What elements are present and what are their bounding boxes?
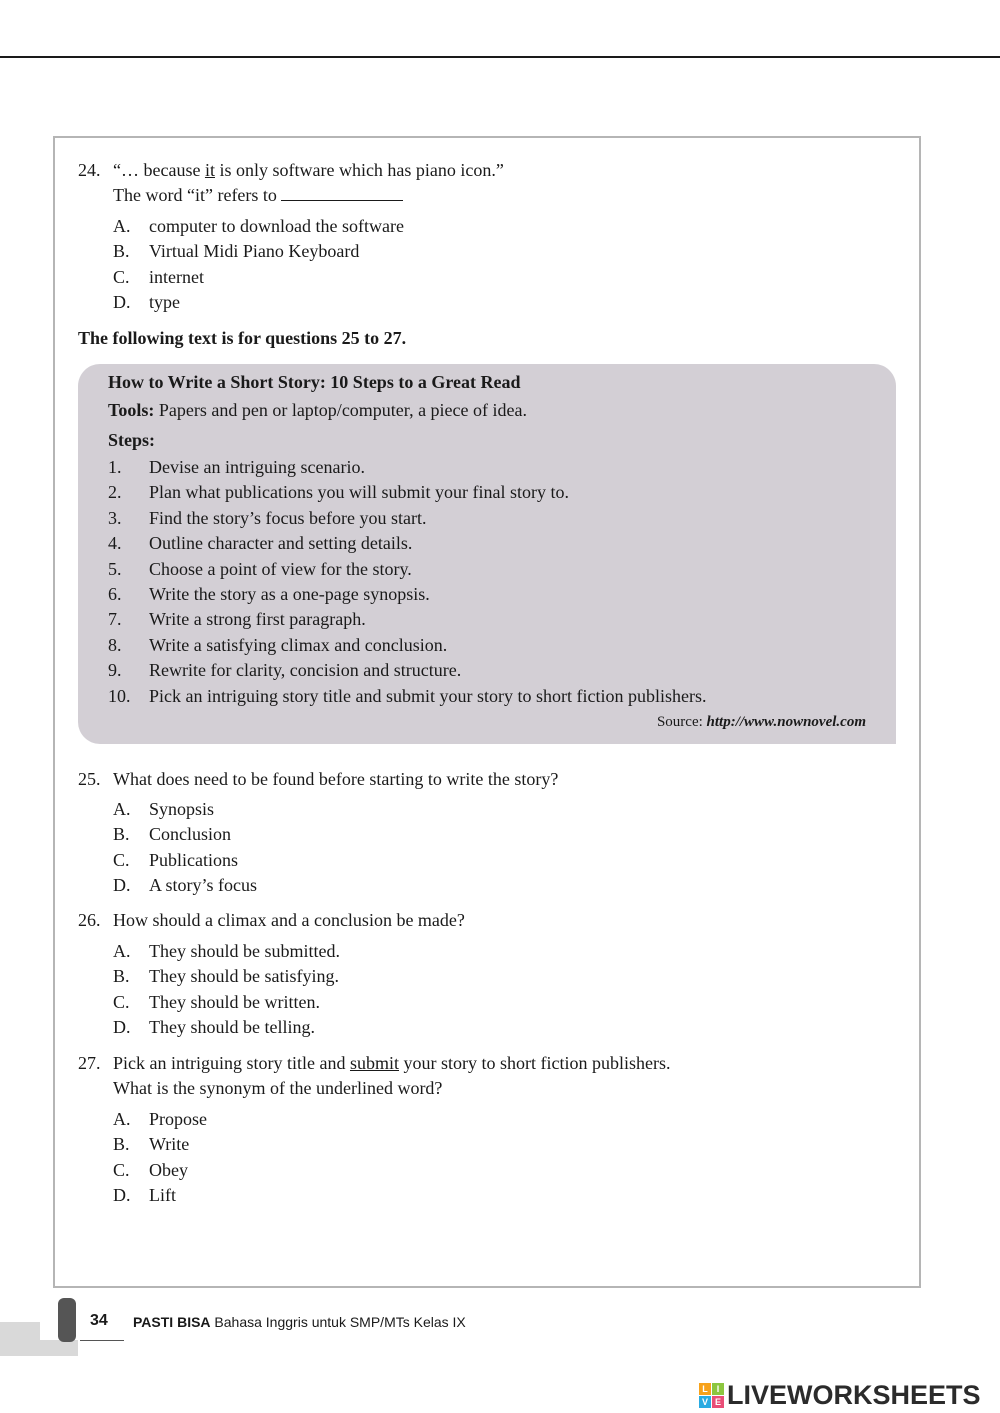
question-text: your story to short fiction publishers. — [399, 1053, 671, 1073]
book-title: PASTI BISA Bahasa Inggris untuk SMP/MTs Kelas IX — [133, 1314, 466, 1330]
question-text: How should a climax and a conclusion be made? — [113, 910, 465, 930]
steps-label: Steps: — [108, 430, 156, 450]
option-a[interactable]: A. computer to download the software — [113, 216, 404, 236]
options-26 — [113, 939, 340, 1040]
step-item: 8. Write a satisfying climax and conclusion. — [108, 634, 448, 655]
question-24 — [78, 158, 504, 208]
options-27 — [113, 1107, 207, 1208]
question-text: is only software which has piano icon.” — [214, 160, 504, 180]
reading-title: How to Write a Short Story: 10 Steps to a Great Read — [108, 372, 521, 392]
footer-tab — [58, 1298, 76, 1342]
option-b[interactable]: B. Conclusion — [113, 824, 232, 845]
question-text: What does need to be found before starting to write the story? — [113, 769, 559, 789]
brand-wordmark: LIVEWORKSHEETS — [727, 1379, 981, 1410]
option-a[interactable]: A. Propose — [113, 1109, 207, 1129]
question-26 — [78, 908, 465, 933]
footer-decoration — [40, 1340, 78, 1356]
option-d[interactable]: D. type — [113, 291, 180, 312]
question-number: 24. — [78, 160, 101, 180]
option-d[interactable]: D. Lift — [113, 1184, 176, 1205]
option-b[interactable]: B. Write — [113, 1134, 190, 1155]
liveworksheets-logo-icon: L I V E — [699, 1383, 724, 1408]
option-c[interactable]: C. internet — [113, 266, 204, 287]
option-c[interactable]: C. Publications — [113, 849, 238, 870]
question-25 — [78, 767, 558, 792]
option-b[interactable]: B. They should be satisfying. — [113, 966, 339, 987]
top-rule — [0, 56, 1000, 58]
reading-box — [78, 364, 896, 744]
option-a[interactable]: A. Synopsis — [113, 799, 215, 819]
step-item: 10. Pick an intriguing story title and submit your story to short fiction publishers. — [108, 685, 707, 706]
answer-blank — [281, 186, 403, 201]
source-link: http://www.nownovel.com — [706, 714, 866, 730]
reading-intro: The following text is for questions 25 to 27. — [78, 328, 407, 348]
step-item: 3. Find the story’s focus before you start. — [108, 507, 427, 528]
page-number: 34 — [90, 1312, 108, 1329]
step-item: 1. Devise an intriguing scenario. — [108, 457, 365, 477]
footer-decoration — [0, 1322, 40, 1356]
reading-tools: Tools: Papers and pen or laptop/computer, a piece of idea. — [108, 400, 527, 420]
option-d[interactable]: D. A story’s focus — [113, 874, 257, 895]
option-c[interactable]: C. Obey — [113, 1159, 188, 1180]
step-item: 2. Plan what publications you will submit your final story to. — [108, 482, 569, 503]
question-number: 27. — [78, 1053, 101, 1073]
options-24 — [113, 214, 404, 315]
reading-source: Source: http://www.nownovel.com — [656, 714, 866, 730]
option-b[interactable]: B. Virtual Midi Piano Keyboard — [113, 241, 360, 262]
step-item: 4. Outline character and setting details. — [108, 533, 413, 554]
underlined-word: it — [204, 160, 215, 180]
question-text-line2: What is the synonym of the underlined word? — [113, 1078, 443, 1098]
step-item: 5. Choose a point of view for the story. — [108, 558, 412, 579]
option-d[interactable]: D. They should be telling. — [113, 1016, 315, 1037]
question-text: Pick an intriguing story title and — [113, 1053, 350, 1073]
question-text-line2: The word “it” refers to — [113, 185, 277, 205]
options-25 — [113, 797, 257, 898]
question-27 — [78, 1051, 670, 1101]
step-item: 6. Write the story as a one-page synopsis. — [108, 584, 430, 605]
step-item: 7. Write a strong first paragraph. — [108, 609, 366, 630]
question-text: “… because — [113, 160, 205, 180]
underlined-word: submit — [349, 1053, 399, 1073]
question-number: 26. — [78, 910, 101, 930]
liveworksheets-brand[interactable] — [699, 1378, 981, 1412]
step-item: 9. Rewrite for clarity, concision and structure. — [108, 660, 462, 681]
option-c[interactable]: C. They should be written. — [113, 991, 320, 1012]
option-a[interactable]: A. They should be submitted. — [113, 941, 340, 961]
footer-rule — [80, 1340, 124, 1341]
question-number: 25. — [78, 769, 101, 789]
